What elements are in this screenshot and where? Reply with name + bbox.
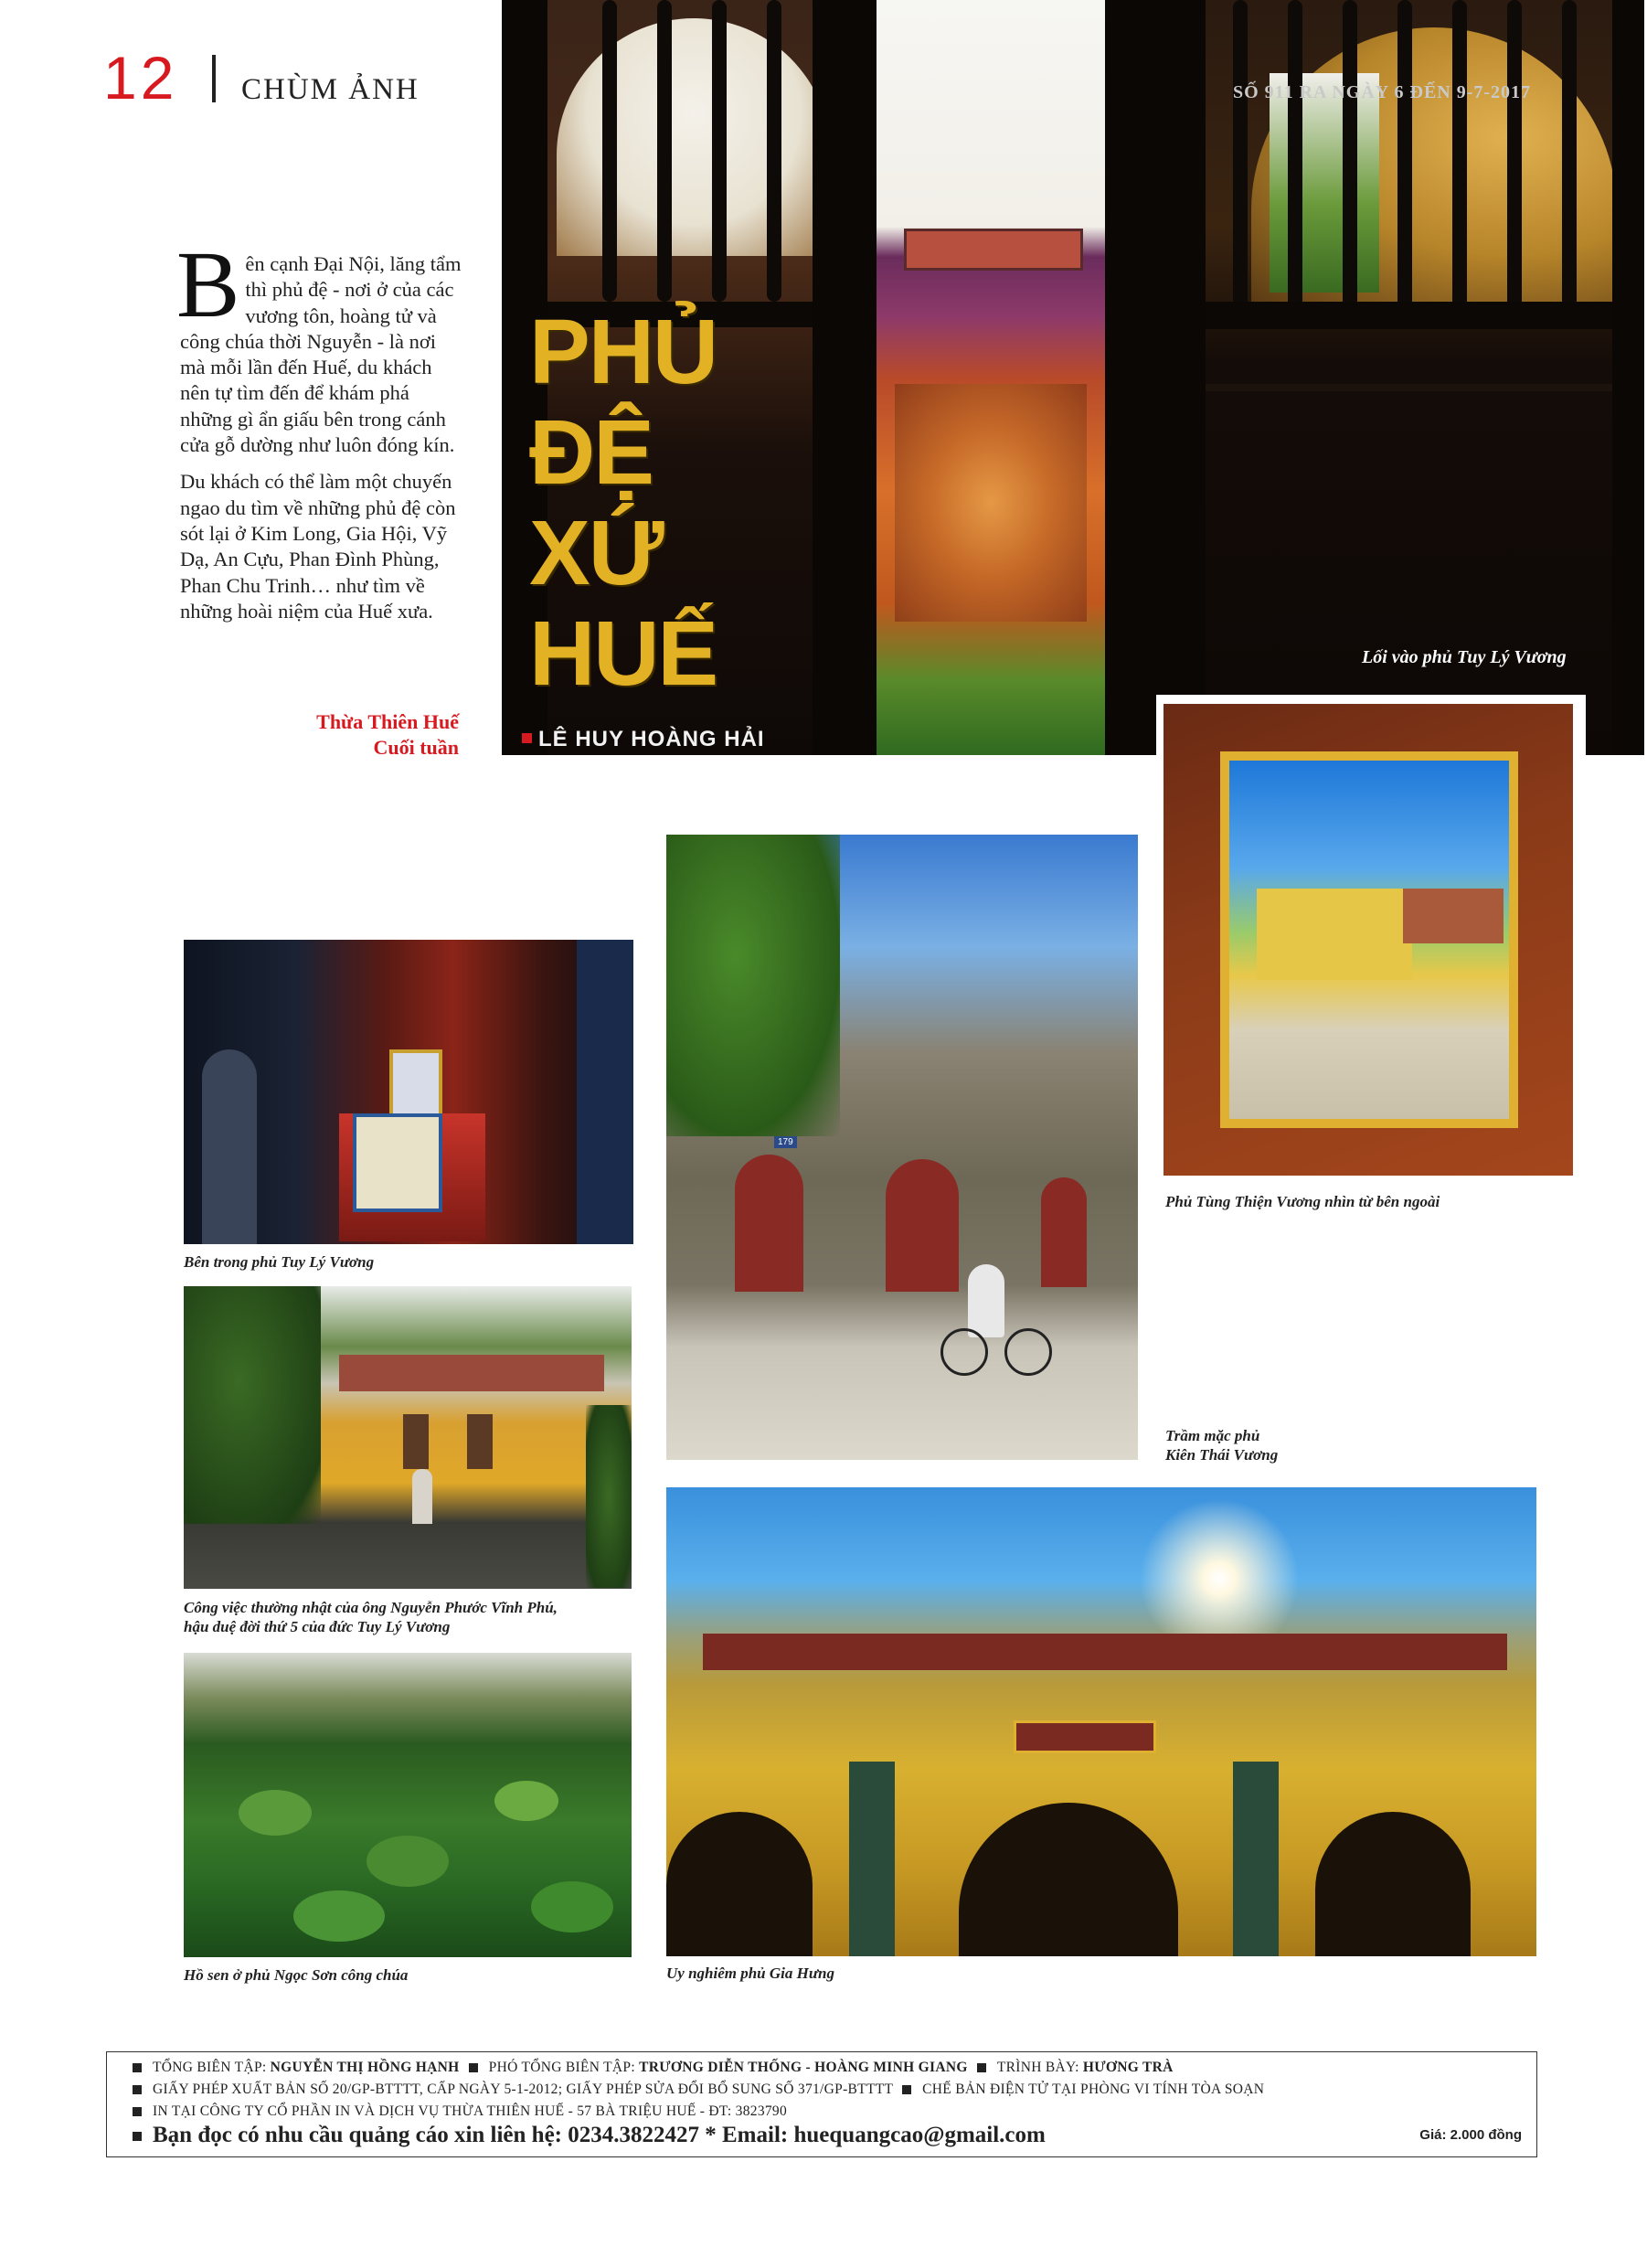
gia-hung-column-left [849,1762,895,1956]
intro-text-1: ên cạnh Đại Nội, lăng tẩm thì phủ đệ - nơi ở của các vương tôn, hoàng tử và công chúa thời Nguyễn - là nơi mà mỗi lần đến Huế, du khách nên tự tìm đến để khám phá những gì ẩn giấu bên trong cánh cửa gỗ dường như luôn đóng kín. [180,252,462,457]
hero-photo [502,0,1644,755]
editor-in-chief-label: TỔNG BIÊN TẬP: [153,2060,267,2075]
footer-bullet [133,2107,142,2116]
photo-lotus-pond [184,1653,632,1957]
deputy-editors: TRƯƠNG DIỄN THỐNG - HOÀNG MINH GIANG [639,2060,968,2075]
caption-daily-work [184,1598,558,1636]
bicycle-wheel-front [940,1328,988,1376]
source-line-2: Cuối tuần [373,736,459,759]
visitor-figure [202,1049,257,1244]
gia-hung-frieze [703,1634,1507,1670]
footer-bullet [133,2085,142,2094]
photo-tung-thien-vuong [1164,704,1573,1176]
daily-work-door-2 [467,1414,493,1469]
daily-work-roof [339,1355,604,1391]
tung-thien-screen-wall [1257,889,1412,980]
kien-thai-door-right [1041,1177,1087,1287]
footer-bullet [133,2063,142,2072]
advertising-contact: Bạn đọc có nhu cầu quảng cáo xin liên hệ: 0234.3822427 * Email: huequangcao@gmail.com [153,2123,1046,2147]
daily-work-figure [412,1469,432,1524]
kien-thai-door-center [886,1159,959,1292]
caption-kien-thai-line-2: Kiên Thái Vương [1165,1446,1279,1464]
hero-frieze [904,229,1083,271]
author-bullet [522,733,532,743]
title-line-1: PHỦ [529,301,717,403]
caption-gia-hung: Uy nghiêm phủ Gia Hưng [666,1965,834,1982]
price: Giá: 2.000 đồng [1419,2127,1522,2143]
footer-line-2 [133,2082,1264,2098]
caption-kien-thai [1165,1426,1278,1464]
lotus-leaf [367,1836,449,1887]
footer-line-1 [133,2060,1174,2076]
tung-thien-window-view [1220,751,1518,1128]
footer-bullet [133,2132,142,2141]
altar-portrait [389,1049,442,1121]
hero-caption: Lối vào phủ Tuy Lý Vương [1362,647,1567,667]
altar-certificate [353,1113,442,1212]
article-source [238,709,459,761]
tung-thien-roof [1403,889,1504,943]
photo-tuy-ly-inside [184,940,633,1244]
masthead-footer [106,2051,1537,2157]
footer-line-3 [133,2103,787,2120]
intro-paragraph-2: Du khách có thể làm một chuyến ngao du tìm về những phủ đệ còn sót lại ở Kim Long, Gia Hội, Vỹ Dạ, An Cựu, Phan Đình Phùng, Phan Chu Trinh… như tìm về những hoài niệm của Huế xưa. [180,470,456,623]
kien-thai-tree [666,835,840,1136]
title-line-4: HUẾ [529,602,717,705]
drop-cap: B [176,232,240,337]
article-intro [176,232,463,635]
gia-hung-column-right [1233,1762,1279,1956]
caption-lotus: Hồ sen ở phủ Ngọc Sơn công chúa [184,1966,409,1984]
hero-dragon-panel [895,384,1087,622]
deputy-editor-label: PHÓ TỔNG BIÊN TẬP: [488,2060,635,2075]
issue-info: SỐ 911 RA NGÀY 6 ĐẾN 9-7-2017 [1233,82,1532,102]
hero-right-garden [1270,73,1379,293]
article-author: LÊ HUY HOÀNG HẢI [538,727,765,751]
license-info: GIẤY PHÉP XUẤT BẢN SỐ 20/GP-BTTTT, CẤP NGÀY 5-1-2012; GIẤY PHÉP SỬA ĐỔI BỔ SUNG SỐ 371/GP-BTTTT [153,2082,893,2097]
title-line-2: ĐỆ [529,401,653,504]
bicycle-wheel-rear [1004,1328,1052,1376]
hero-ornate-wall [877,0,1105,755]
lotus-leaf [494,1781,558,1821]
photo-kien-thai-vuong [666,835,1138,1460]
layout-designer: HƯƠNG TRÀ [1082,2060,1174,2075]
caption-tuy-ly-inside: Bên trong phủ Tuy Lý Vương [184,1253,375,1271]
gia-hung-arch-left [666,1812,813,1956]
calligraphy-panel [577,940,633,1244]
gia-hung-plaque [1014,1720,1156,1753]
footer-bullet [469,2063,478,2072]
intro-paragraph-1 [176,232,463,458]
title-line-3: XỨ [529,502,663,604]
footer-line-4 [133,2123,1046,2148]
article-title [529,302,785,704]
gia-hung-arch-right [1315,1812,1471,1956]
lotus-leaf [293,1890,385,1942]
printer-info: IN TẠI CÔNG TY CỔ PHẦN IN VÀ DỊCH VỤ THỪA THIÊN HUẾ - 57 BÀ TRIỆU HUẾ - ĐT: 3823790 [153,2103,788,2119]
gia-hung-arch-center [959,1803,1178,1956]
prepress-info: CHẾ BẢN ĐIỆN TỬ TẠI PHÒNG VI TÍNH TÒA SOẠN [922,2082,1265,2097]
source-line-1: Thừa Thiên Huế [316,710,459,733]
layout-label: TRÌNH BÀY: [996,2060,1079,2075]
daily-work-bush [586,1405,632,1588]
page-number: 12 [103,44,178,112]
kien-thai-door-left [735,1155,803,1292]
footer-bullet [902,2085,911,2094]
daily-work-tree [184,1286,321,1524]
caption-daily-work-line-2: hậu duệ đời thứ 5 của đức Tuy Lý Vương [184,1618,451,1635]
caption-daily-work-line-1: Công việc thường nhật của ông Nguyễn Phước Vĩnh Phú, [184,1599,558,1616]
caption-tung-thien: Phủ Tùng Thiện Vương nhìn từ bên ngoài [1165,1193,1440,1210]
lotus-leaf [239,1790,312,1836]
daily-work-door [403,1414,429,1469]
header-divider [212,55,216,102]
photo-daily-work [184,1286,632,1589]
kien-thai-cyclist [968,1264,1004,1337]
photo-gia-hung [666,1487,1536,1956]
house-number: 179 [774,1136,797,1148]
lotus-leaf [531,1881,613,1933]
caption-kien-thai-line-1: Trầm mặc phủ [1165,1427,1260,1444]
footer-bullet [977,2063,986,2072]
section-title: CHÙM ẢNH [241,73,420,106]
editor-in-chief: NGUYỄN THỊ HỒNG HẠNH [270,2060,460,2075]
